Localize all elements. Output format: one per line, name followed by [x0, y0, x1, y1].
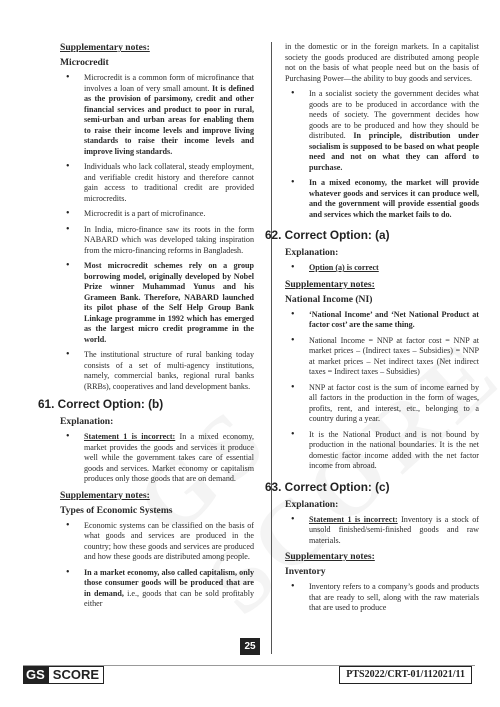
list-item: • National Income = NNP at factor cost = NNP at market prices – (Indirect taxes – Subsidies) = NNP at market prices – Net indirect taxes (Net indirect taxes = Indirect taxes – Subsidies) [285, 336, 479, 378]
national-income-list [285, 310, 479, 472]
national-income-heading: National Income (NI) [285, 293, 373, 305]
document-code: PTS2022/CRT-01/112021/11 [339, 666, 472, 684]
supplementary-notes-heading: Supplementary notes: [285, 551, 375, 562]
economy-types-list [285, 89, 479, 220]
supplementary-notes-heading: Supplementary notes: [60, 42, 150, 53]
list-item: • In India, micro-finance saw its roots in the form NABARD which was developed taking inspiration from the micro-financing reforms in Bangladesh. [60, 225, 254, 257]
column-divider [271, 42, 272, 654]
supplementary-notes-heading: Supplementary notes: [285, 278, 375, 290]
question-62-heading: 62. Correct Option: (a) [265, 228, 390, 242]
left-column [38, 42, 254, 615]
list-item: • In a mixed economy, the market will provide whatever goods and services it can produce well, and the government will provide essential goods and services which the market fails to do. [285, 178, 479, 220]
list-item: • The institutional structure of rural banking today consists of a set of multi-agency institutions, namely, commercial banks, regional rural banks (RRBs), cooperatives and land development banks. [60, 350, 254, 392]
list-item: • Individuals who lack collateral, steady employment, and verifiable credit history and therefore cannot gain access to traditional credit are provided microcredits. [60, 162, 254, 204]
q61-explanation-list [60, 432, 254, 485]
types-of-economic-systems-heading: Types of Economic Systems [60, 504, 173, 516]
list-item: • In a market economy, also called capitalism, only those consumer goods will be produced that are in demand, i.e., goods that can be sold profitably either [60, 568, 254, 610]
right-column [265, 42, 479, 619]
list-item: • In a socialist society the government decides what goods are to be produced in accordance with the needs of society. The government decides how goods are to be produced and how they should be distributed. In principle, distribution under socialism is supposed to be based on what people need and not on what they can afford to purchase. [285, 89, 479, 173]
gs-score-logo [23, 666, 104, 684]
list-item: • Statement 1 is incorrect: Inventory is a stock of unsold finished/semi-finished goods and raw materials. [285, 515, 479, 547]
question-61-heading: 61. Correct Option: (b) [38, 397, 164, 411]
economic-systems-list [60, 521, 254, 610]
q62-explanation-list [285, 263, 479, 274]
list-item: • It is the National Product and is not bound by production in the national boundaries. It is the net domestic factor income added with the net factor income from abroad. [285, 430, 479, 472]
page-number: 25 [240, 638, 260, 655]
q63-explanation-list [285, 515, 479, 547]
explanation-label: Explanation: [285, 498, 339, 510]
list-item: • Option (a) is correct [285, 263, 479, 274]
explanation-label: Explanation: [285, 247, 339, 258]
logo-gs: GS [23, 666, 48, 684]
explanation-label: Explanation: [60, 416, 114, 427]
list-item: • Microcredit is a common form of microfinance that involves a loan of very small amount. It is defined as the provision of parsimony, credit and other financial services and product to poor in rural, semi-urban and urban areas for enabling them to raise their income levels and improve living standards to raise their income levels and improve living standards. [60, 73, 254, 157]
list-item: • ‘National Income’ and ‘Net National Product at factor cost’ are the same thing. [285, 310, 479, 331]
list-item: • NNP at factor cost is the sum of income earned by all factors in the production in the form of wages, profits, rent, and interest, etc., belonging to a country during a year. [285, 383, 479, 425]
supplementary-notes-heading: Supplementary notes: [60, 489, 150, 501]
inventory-heading: Inventory [285, 566, 326, 577]
inventory-list [285, 582, 479, 614]
list-item: • Inventory refers to a company’s goods and products that are ready to sell, along with the raw materials that are used to produce [285, 582, 479, 614]
continued-paragraph: in the domestic or in the foreign markets. In a capitalist society the goods produced are distributed among people not on the basis of what people need but on the basis of Purchasing Power—the ability to buy goods and services. [285, 42, 479, 83]
list-item: • Microcredit is a part of microfinance. [60, 209, 254, 220]
page-footer [0, 641, 500, 707]
microcredit-heading: Microcredit [60, 57, 109, 68]
list-item: • Statement 1 is incorrect: In a mixed economy, market provides the goods and services it produce well while the government takes care of essential goods and services. Market economy or capitalism produces only those goods that are on demand. [60, 432, 254, 485]
question-63-heading: 63. Correct Option: (c) [265, 479, 390, 494]
list-item: • Economic systems can be classified on the basis of what goods and services are produced in the country; how these goods and services are produced and how these goods are distributed among people. [60, 521, 254, 563]
list-item: • Most microcredit schemes rely on a group borrowing model, originally developed by Nobel Prize winner Muhammad Yunus and his Grameen Bank. Therefore, NABARD launched its pilot phase of the Self Help Group Bank Linkage programme in 1992 which has emerged as the largest micro credit programme in the world. [60, 261, 254, 345]
microcredit-list [60, 73, 254, 392]
logo-score: SCORE [48, 666, 104, 684]
